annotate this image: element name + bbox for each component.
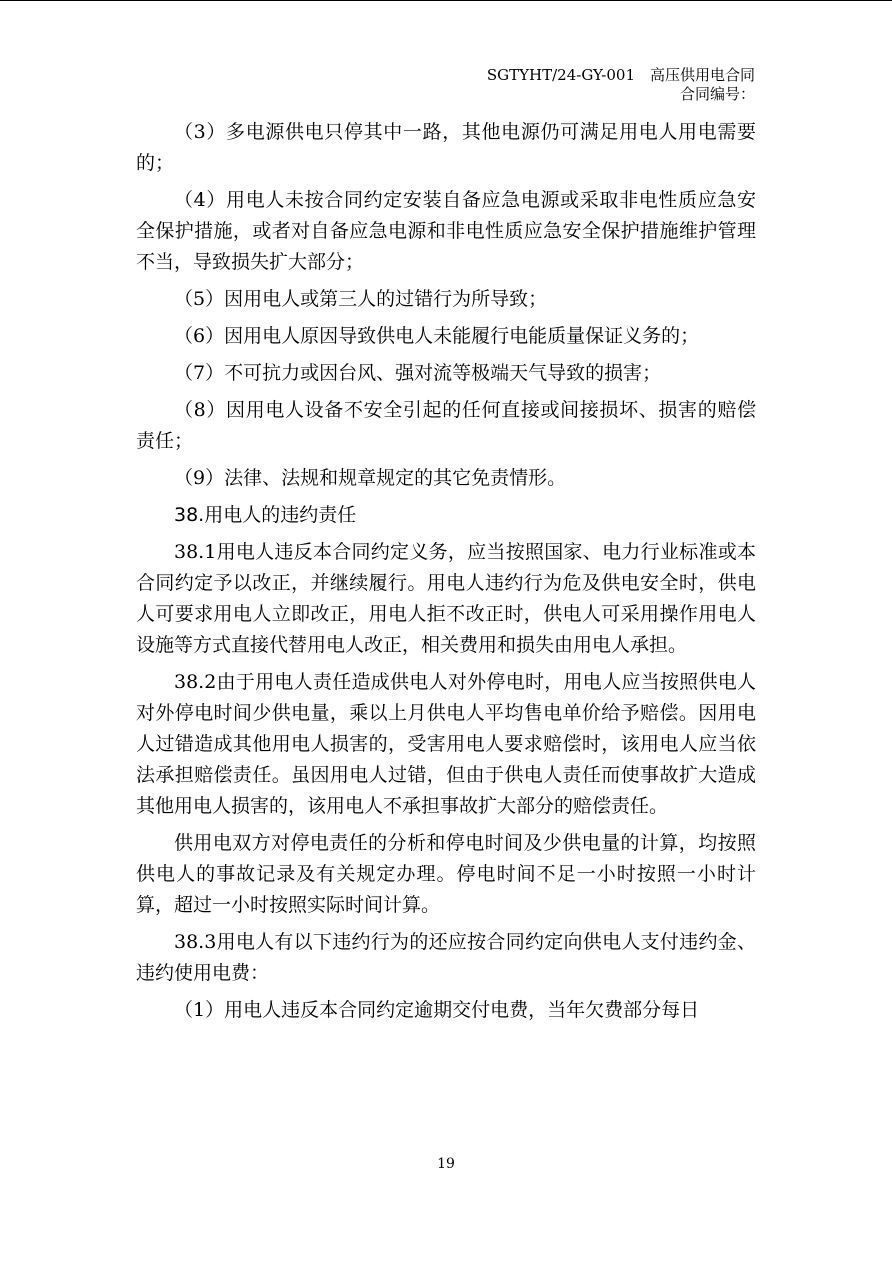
clause-item-8: （8）因用电人设备不安全引起的任何直接或间接损坏、损害的赔偿责任； [136,399,756,452]
clause-item-6: （6）因用电人原因导致供电人未能履行电能质量保证义务的； [174,325,700,347]
document-body [136,117,756,1032]
section-heading-38: 38.用电人的违约责任 [174,504,357,526]
clause-38-3-item-1: （1）用电人违反本合同约定逾期交付电费，当年欠费部分每日 [174,999,700,1021]
clause-item-7: （7）不可抗力或因台风、强对流等极端天气导致的损害； [174,362,662,384]
clause-item-9: （9）法律、法规和规章规定的其它免责情形。 [174,467,567,489]
clause-38-3: 38.3用电人有以下违约行为的还应按合同约定向供电人支付违约金、违约使用电费： [136,931,756,984]
clause-item-5: （5）因用电人或第三人的过错行为所导致； [174,288,548,310]
clause-item-3: （3）多电源供电只停其中一路，其他电源仍可满足用电人用电需要的； [136,121,756,174]
page-number: 19 [437,1156,455,1172]
top-border-line [0,0,892,1]
clause-38-2: 38.2由于用电人责任造成供电人对外停电时，用电人应当按照供电人对外停电时间少供电量，乘以上月供电人平均售电单价给予赔偿。因用电人过错造成其他用电人损害的，受害用电人要求赔偿时，该用电人应当依法承担赔偿责任。虽因用电人过错，但由于供电人责任而使事故扩大造成其他用电人损害的，该用电人不承担事故扩大部分的赔偿责任。 [136,671,756,817]
contract-title: SGTYHT/24-GY-001 高压供用电合同 [486,66,755,84]
outage-calculation-paragraph: 供用电双方对停电责任的分析和停电时间及少供电量的计算，均按照供电人的事故记录及有关规定办理。停电时间不足一小时按照一小时计算，超过一小时按照实际时间计算。 [136,832,756,916]
contract-number-label: 合同编号： [679,85,755,103]
clause-38-1: 38.1用电人违反本合同约定义务，应当按照国家、电力行业标准或本合同约定予以改正，并继续履行。用电人违约行为危及供电安全时，供电人可要求用电人立即改正，用电人拒不改正时，供电人可采用操作用电人设施等方式直接代替用电人改正，相关费用和损失由用电人承担。 [136,541,756,656]
page-header [487,66,755,104]
clause-item-4: （4）用电人未按合同约定安装自备应急电源或采取非电性质应急安全保护措施，或者对自备应急电源和非电性质应急安全保护措施维护管理不当，导致损失扩大部分； [136,189,756,273]
